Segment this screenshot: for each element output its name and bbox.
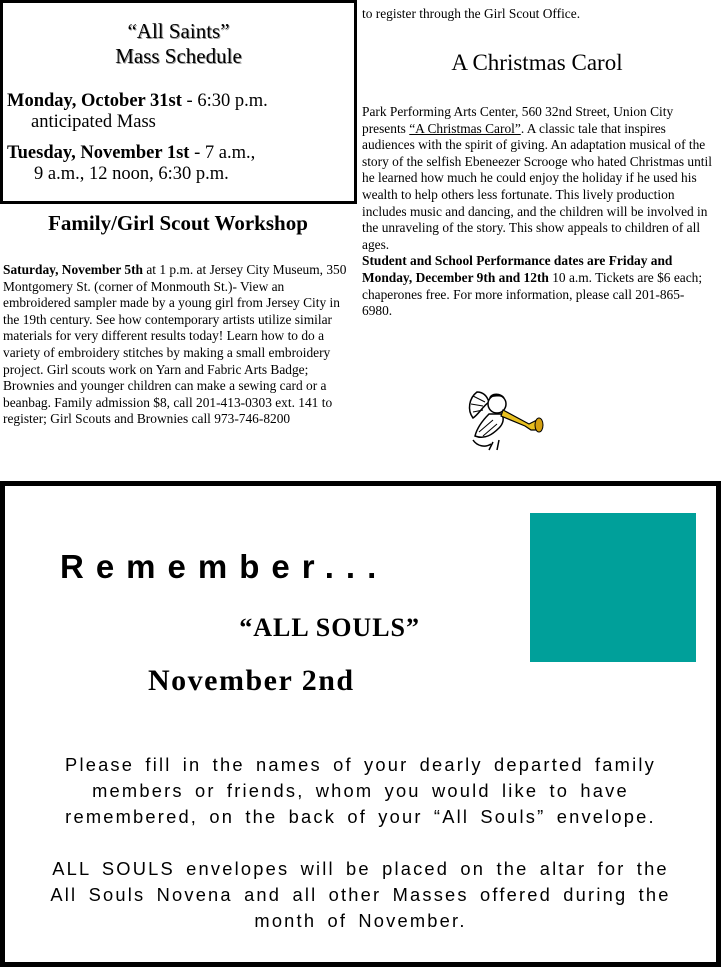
mass-entry-tuesday-day: Tuesday, November 1st — [7, 143, 190, 163]
paragraph-2-line: ALL SOULS envelopes will be placed on the altar for the — [52, 858, 669, 879]
mass-title-line1: “All Saints” — [127, 19, 230, 43]
paragraph-1-line: members or friends, whom you would like to have — [92, 780, 629, 801]
remember-heading: Remember... — [60, 548, 389, 585]
all-souls-date: November 2nd — [148, 664, 355, 697]
all-souls-box — [0, 481, 721, 967]
mass-entry-monday-note: anticipated Mass — [31, 112, 156, 132]
carol-body — [362, 104, 714, 320]
carol-dates: Student and School Performance dates are Friday and Monday, December 9th and 12th — [362, 253, 673, 285]
carol-title: A Christmas Carol — [451, 50, 623, 75]
paragraph-2-line: month of November. — [254, 910, 467, 931]
mass-schedule-title — [3, 19, 354, 69]
all-souls-paragraph-1 — [5, 752, 716, 830]
mass-title-line2: Mass Schedule — [115, 44, 242, 68]
workshop-date: Saturday, November 5th — [3, 262, 143, 277]
workshop-title: Family/Girl Scout Workshop — [48, 211, 308, 235]
paragraph-2-line: All Souls Novena and all other Masses offered during the — [50, 884, 671, 905]
carol-show-name: “A Christmas Carol” — [409, 120, 521, 136]
all-souls-title: “ALL SOULS” — [239, 613, 420, 642]
workshop-body — [3, 262, 355, 428]
carol-dates-rest: 10 a.m. Tickets are $6 each; chaperones free. For more information, please call 201-865-6980. — [362, 269, 703, 319]
paragraph-1-line: remembered, on the back of your “All Souls” envelope. — [65, 806, 656, 827]
carol-continued-line: to register through the Girl Scout Office. — [362, 6, 581, 21]
trumpet-angel-icon — [463, 384, 555, 461]
carol-body-start: Park Performing Arts Center, 560 32nd Street, Union City presents — [362, 104, 674, 136]
mass-entry-monday-day: Monday, October 31st — [7, 91, 182, 111]
carol-body-rest: . A classic tale that inspires audiences with the spirit of giving. An adaptation musical of the story of the selfish Ebeneezer Scrooge who hated Christmas until he learned how much he could enjoy the holiday if he used his wealth to help others less fortunate. This lively production includes music and dancing, and the children will be involved in the unraveling of the story. This show appeals to children of all ages. — [362, 120, 712, 252]
mass-entry-tuesday-time: - 7 a.m., — [189, 143, 256, 163]
teal-square — [530, 513, 696, 662]
mass-schedule-box — [0, 0, 357, 204]
mass-entry-tuesday-note: 9 a.m., 12 noon, 6:30 p.m. — [34, 164, 229, 184]
paragraph-1-line: Please fill in the names of your dearly departed family — [65, 754, 656, 775]
all-souls-paragraph-2 — [5, 856, 716, 934]
mass-entry-monday-time: - 6:30 p.m. — [181, 91, 268, 111]
workshop-text: at 1 p.m. at Jersey City Museum, 350 Montgomery St. (corner of Monmouth St.)- View an embroidered sampler made by a young girl from Jersey City in the 19th century. See how contemporary artists utilize similar materials for very different results today! Learn how to do a variety of embroidery stitches by making a small embroidery project. Girl scouts work on Yarn and Fabric Arts Badge; Brownies and younger children can make a sewing card or a beanbag. Family admission $8, call 201-413-0303 ext. 141 to register; Girl Scouts and Brownies call 973-746-8200 — [3, 262, 347, 427]
